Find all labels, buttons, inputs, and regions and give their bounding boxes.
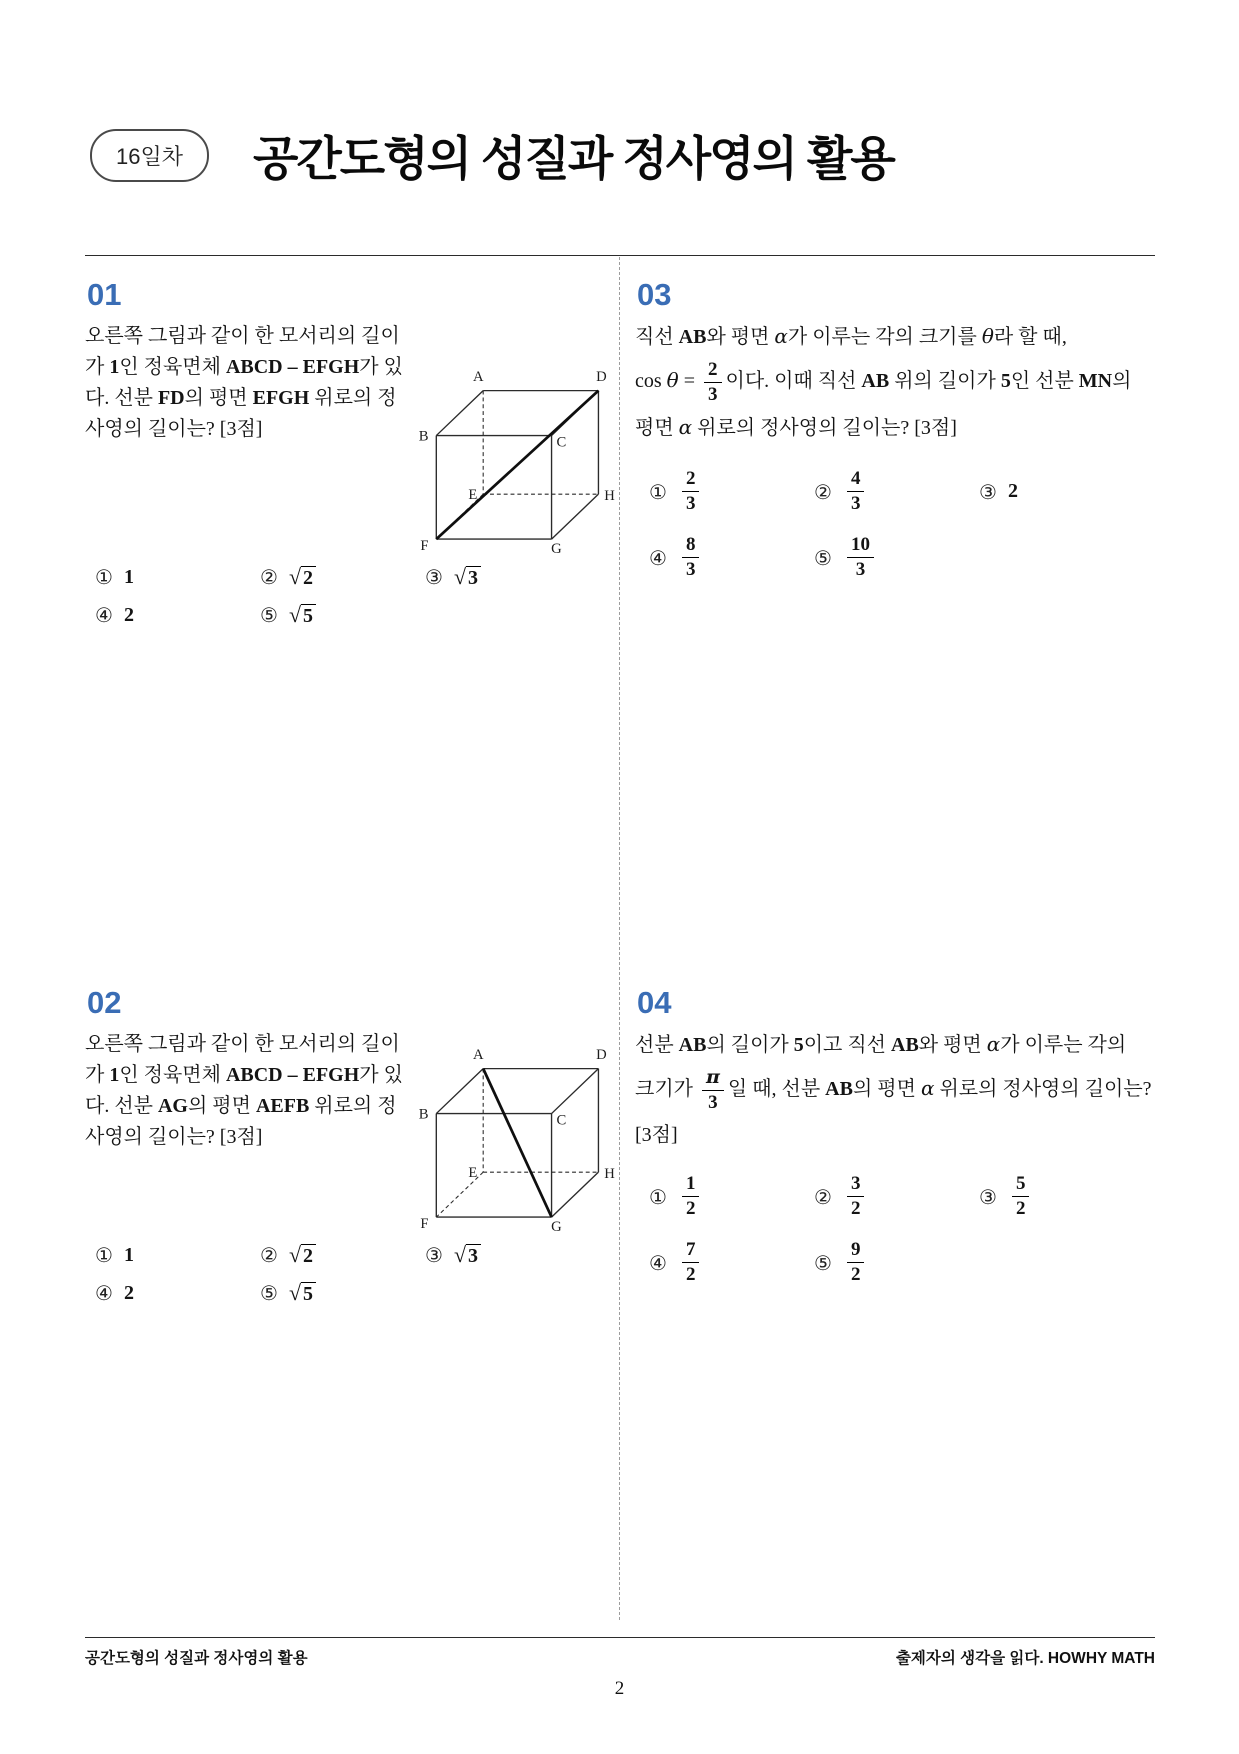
cube-abcd-efgh-diagram <box>407 361 617 557</box>
choice-circled-number: ③ <box>979 479 997 504</box>
edge-BA <box>436 391 483 436</box>
choice-2 <box>814 1173 979 1220</box>
edge-GH <box>552 494 599 539</box>
fraction-numerator: 2 <box>704 359 722 383</box>
vertex-label-C: C <box>556 434 567 451</box>
problem-03 <box>635 277 1155 965</box>
choice-circled-number: ① <box>95 565 113 589</box>
choice-row <box>95 1281 619 1305</box>
problem-03-text <box>635 321 1155 444</box>
choice-circled-number: ① <box>95 1243 113 1267</box>
day-badge: 16일차 <box>90 129 209 182</box>
problem-02-choices <box>95 1243 619 1305</box>
problem-01-text <box>85 321 407 445</box>
problem-text-line: 다. 선분 AG의 평면 AEFB 위로의 정 <box>85 1095 397 1117</box>
problem-02-number: 02 <box>87 985 122 1020</box>
page-number: 2 <box>614 1678 625 1699</box>
vertex-label-H: H <box>604 1166 615 1183</box>
problem-text-line: 가 1인 정육면체 ABCD – EFGH가 있 <box>85 1064 403 1086</box>
choice-5 <box>260 1281 425 1305</box>
radicand: 3 <box>466 566 481 588</box>
choice-5 <box>814 1239 979 1286</box>
problem-text-line <box>635 359 1155 406</box>
fraction-numerator: 3 <box>847 1173 865 1197</box>
radicand: 5 <box>301 604 316 626</box>
radical-sign: √ <box>288 1242 302 1267</box>
choice-row <box>95 603 619 627</box>
vertex-label-A: A <box>473 368 484 385</box>
choice-3 <box>979 480 1144 504</box>
segment-AG-bold <box>483 1069 551 1217</box>
choice-value-fraction <box>847 1239 865 1286</box>
problem-text-line: 오른쪽 그림과 같이 한 모서리의 길이 <box>85 325 400 347</box>
fraction-numerator: 1 <box>682 1173 700 1197</box>
right-column <box>619 257 1155 1620</box>
choice-value: 1 <box>123 565 134 588</box>
radical-sign: √ <box>453 564 467 589</box>
problem-01-choices <box>95 565 619 627</box>
vertex-label-A: A <box>473 1046 484 1063</box>
choice-2 <box>814 468 979 515</box>
choice-4 <box>95 1281 260 1305</box>
vertex-label-F: F <box>420 537 429 554</box>
choice-3 <box>979 1173 1144 1220</box>
problem-text-line: 오른쪽 그림과 같이 한 모서리의 길이 <box>85 1033 400 1055</box>
radicand: 3 <box>466 1244 481 1266</box>
choice-5 <box>260 603 425 627</box>
choice-circled-number: ⑤ <box>260 1281 278 1305</box>
problem-text-segment: 일 때, 선분 AB의 평면 α 위로의 정사영의 길이는? <box>727 1075 1152 1100</box>
choice-value-fraction <box>682 1239 700 1286</box>
problem-04-choices <box>649 1171 1155 1289</box>
edge-CD <box>552 1069 599 1114</box>
math-expression: cos θ = <box>635 367 700 392</box>
problem-text-line: 다. 선분 FD의 평면 EFGH 위로의 정 <box>85 387 397 409</box>
radical-sign: √ <box>453 1242 467 1267</box>
choice-row <box>95 565 619 589</box>
vertex-label-H: H <box>604 488 615 505</box>
choice-circled-number: ③ <box>425 565 443 589</box>
vertex-label-F: F <box>420 1215 429 1232</box>
cube-abcd-efgh-diagram <box>407 1039 617 1235</box>
choice-value-fraction <box>847 468 865 515</box>
choice-value <box>454 1244 481 1266</box>
problem-03-number: 03 <box>637 277 672 312</box>
fraction-numerator: 4 <box>847 468 865 492</box>
fraction-numerator: 7 <box>682 1239 700 1263</box>
problem-04-number: 04 <box>637 985 672 1020</box>
fraction-denominator: 3 <box>708 1091 718 1113</box>
choice-value-fraction <box>682 1173 700 1220</box>
choice-value <box>289 566 316 588</box>
vertex-label-C: C <box>556 1112 567 1129</box>
footer-divider <box>85 1637 1155 1638</box>
problem-text-segment: 이다. 이때 직선 AB 위의 길이가 5인 선분 MN의 <box>725 369 1132 392</box>
problem-02-text <box>85 1029 407 1153</box>
choice-value: 2 <box>123 1281 134 1304</box>
choice-row <box>649 532 1155 584</box>
fraction-denominator: 3 <box>708 383 718 405</box>
choice-value-fraction <box>682 534 700 581</box>
cube-figure-02 <box>407 1039 619 1235</box>
vertex-label-G: G <box>551 1218 562 1235</box>
problem-01-body <box>85 321 619 557</box>
choice-value: 2 <box>123 603 134 626</box>
problem-02-body <box>85 1029 619 1235</box>
fraction-denominator: 2 <box>685 1264 696 1286</box>
choice-1 <box>95 1243 260 1267</box>
fraction-numerator: 5 <box>1012 1173 1030 1197</box>
choice-4 <box>95 603 260 627</box>
choice-circled-number: ④ <box>95 603 113 627</box>
left-column <box>85 257 619 1620</box>
choice-row <box>649 466 1155 518</box>
choice-value: 1 <box>123 1243 134 1266</box>
choice-circled-number: ⑤ <box>814 1250 832 1275</box>
choice-1 <box>95 565 260 589</box>
page-title: 공간도형의 성질과 정사영의 활용 <box>252 132 894 185</box>
choice-circled-number: ② <box>260 1243 278 1267</box>
choice-value <box>454 566 481 588</box>
problem-text-line: 선분 AB의 길이가 5이고 직선 AB와 평면 α가 이루는 각의 <box>635 1032 1127 1056</box>
problem-04 <box>635 985 1155 1289</box>
vertex-label-E: E <box>468 487 478 504</box>
fraction-denominator: 3 <box>855 559 866 581</box>
choice-circled-number: ③ <box>425 1243 443 1267</box>
problem-02 <box>85 985 619 1305</box>
problem-text-line <box>635 1067 1155 1114</box>
choice-4 <box>649 1239 814 1286</box>
problem-text-line: 평면 α 위로의 정사영의 길이는? [3점] <box>635 414 957 439</box>
choice-circled-number: ① <box>649 479 667 504</box>
choice-circled-number: ② <box>814 479 832 504</box>
choice-value-fraction <box>847 534 874 581</box>
problem-01-number: 01 <box>87 277 122 312</box>
problem-01 <box>85 277 619 965</box>
fraction-denominator: 3 <box>850 493 861 515</box>
vertex-label-B: B <box>418 1106 429 1123</box>
header <box>90 122 894 189</box>
choice-row <box>649 1237 1155 1289</box>
edge-GH <box>552 1172 599 1217</box>
problem-text-segment: 크기가 <box>635 1077 698 1100</box>
fraction-numerator: 10 <box>847 534 874 558</box>
vertex-label-D: D <box>596 368 607 385</box>
problem-04-text <box>635 1029 1155 1151</box>
choice-1 <box>649 1173 814 1220</box>
vertex-label-E: E <box>468 1165 478 1182</box>
choice-circled-number: ① <box>649 1184 667 1209</box>
fraction-numerator: 9 <box>847 1239 865 1263</box>
fraction-numerator: π <box>702 1067 724 1091</box>
choice-2 <box>260 1243 425 1267</box>
radical-sign: √ <box>288 602 302 627</box>
footer <box>85 1646 1155 1668</box>
choice-value: 2 <box>1007 480 1018 503</box>
choice-row <box>649 1171 1155 1223</box>
choice-circled-number: ④ <box>649 545 667 570</box>
problem-03-choices <box>649 466 1155 584</box>
problem-text-line: 사영의 길이는? [3점] <box>85 418 263 440</box>
choice-value <box>289 1282 316 1304</box>
choice-circled-number: ② <box>814 1184 832 1209</box>
fraction <box>702 1067 724 1114</box>
fraction-denominator: 2 <box>1015 1198 1026 1220</box>
fraction-denominator: 2 <box>685 1198 696 1220</box>
vertex-label-D: D <box>596 1046 607 1063</box>
choice-value-fraction <box>847 1173 865 1220</box>
content-columns <box>85 257 1155 1620</box>
choice-value-fraction <box>682 468 700 515</box>
choice-circled-number: ⑤ <box>814 545 832 570</box>
choice-value <box>289 1244 316 1266</box>
fraction <box>704 359 722 406</box>
problem-text-line: 가 1인 정육면체 ABCD – EFGH가 있 <box>85 356 403 378</box>
fraction-denominator: 3 <box>685 493 696 515</box>
fraction-numerator: 2 <box>682 468 700 492</box>
choice-circled-number: ② <box>260 565 278 589</box>
problem-text-line: 직선 AB와 평면 α가 이루는 각의 크기를 θ라 할 때, <box>635 324 1067 348</box>
choice-circled-number: ③ <box>979 1184 997 1209</box>
edge-BA <box>436 1069 483 1114</box>
vertex-label-G: G <box>551 540 562 557</box>
choice-3 <box>425 565 590 589</box>
header-divider <box>85 255 1155 256</box>
choice-5 <box>814 534 979 581</box>
choice-2 <box>260 565 425 589</box>
radicand: 2 <box>301 566 316 588</box>
choice-3 <box>425 1243 590 1267</box>
fraction-numerator: 8 <box>682 534 700 558</box>
radical-sign: √ <box>288 564 302 589</box>
choice-circled-number: ⑤ <box>260 603 278 627</box>
choice-1 <box>649 468 814 515</box>
fraction-denominator: 3 <box>685 559 696 581</box>
choice-circled-number: ④ <box>649 1250 667 1275</box>
choice-circled-number: ④ <box>95 1281 113 1305</box>
choice-value-fraction <box>1012 1173 1030 1220</box>
radical-sign: √ <box>288 1280 302 1305</box>
radicand: 2 <box>301 1244 316 1266</box>
choice-4 <box>649 534 814 581</box>
footer-right-brand: 출제자의 생각을 읽다. HOWHY MATH <box>895 1650 1155 1667</box>
fraction-denominator: 2 <box>850 1264 861 1286</box>
footer-left-title: 공간도형의 성질과 정사영의 활용 <box>85 1650 308 1667</box>
problem-text-line: 사영의 길이는? [3점] <box>85 1126 263 1148</box>
fraction-denominator: 2 <box>850 1198 861 1220</box>
radicand: 5 <box>301 1282 316 1304</box>
problem-text-line: [3점] <box>635 1123 678 1146</box>
choice-value <box>289 604 316 626</box>
vertex-label-B: B <box>418 428 429 445</box>
cube-figure-01 <box>407 361 619 557</box>
choice-row <box>95 1243 619 1267</box>
